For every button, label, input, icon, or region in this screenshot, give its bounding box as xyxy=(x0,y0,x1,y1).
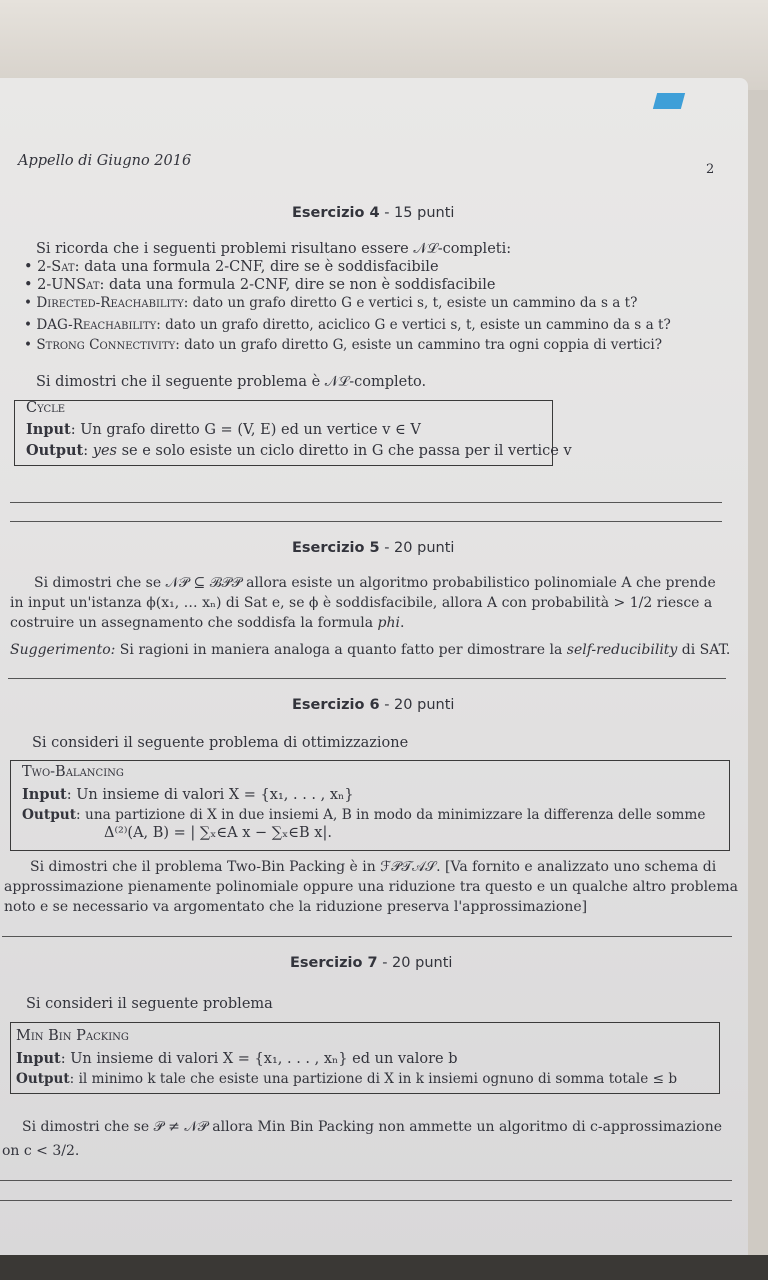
ex4-title: Esercizio 4 xyxy=(292,205,380,221)
ex4-item-desc: : dato un grafo diretto G, esiste un cammino tra ogni coppia di vertici? xyxy=(175,337,663,353)
ex4-item-desc: : data una formula 2-CNF, dire se non è soddisfacibile xyxy=(99,277,496,293)
hint-text-b: self-reducibility xyxy=(566,642,678,658)
ex7-problem-output xyxy=(16,1070,677,1088)
input-text: : Un insieme di valori X = {x₁, . . . , xₙ} xyxy=(66,787,354,803)
ex4-heading xyxy=(292,205,454,221)
ex7-task-2: on c < 3/2. xyxy=(2,1143,80,1159)
ex6-task-2: approssimazione pienamente polinomiale oppure una riduzione tra questo e un qualche altro problema xyxy=(4,879,738,895)
ex4-item: • 2-UNSat: data una formula 2-CNF, dire se non è soddisfacibile xyxy=(24,277,496,293)
ex4-problem-output: Output: yes se e solo esiste un ciclo diretto in G che passa per il vertice v xyxy=(26,442,572,459)
ex5-line-1: Si dimostri che se 𝒩𝒫 ⊆ ℬ𝒫𝒫 allora esiste un algoritmo probabilistico polinomiale A che prende xyxy=(34,575,716,591)
input-text: : Un insieme di valori X = {x₁, . . . , xₙ} ed un valore b xyxy=(60,1051,458,1067)
ex6-task-3: noto e se necessario va argomentato che la riduzione preserva l'approssimazione] xyxy=(4,899,588,915)
answer-line xyxy=(0,1180,732,1181)
ex5-line-3b: phi xyxy=(377,615,400,631)
output-label: Output xyxy=(26,442,84,459)
ex7-problem-name: Min Bin Packing xyxy=(16,1028,129,1044)
answer-line xyxy=(8,678,726,679)
ex5-heading xyxy=(292,540,454,556)
ex7-problem-input xyxy=(16,1050,458,1068)
input-label: Input xyxy=(26,421,71,438)
hint-text-c: di SAT. xyxy=(677,642,731,658)
ex4-task: Si dimostri che il seguente problema è 𝒩ℒ-completo. xyxy=(36,374,427,390)
ex4-intro: Si ricorda che i seguenti problemi risultano essere 𝒩ℒ-completi: xyxy=(36,241,512,257)
ex4-item-name: Directed-Reachability xyxy=(36,295,184,311)
output-label: Output xyxy=(22,807,77,823)
answer-line xyxy=(0,1200,732,1201)
ex5-line-3c: . xyxy=(399,615,405,631)
answer-line xyxy=(10,502,722,503)
ex6-problem-name: Two-Balancing xyxy=(22,764,124,780)
ex4-item-name: 2-UNSat xyxy=(37,277,100,293)
blue-tape-tab xyxy=(653,93,685,109)
ex7-task-1: Si dimostri che se 𝒫 ≠ 𝒩𝒫 allora Min Bin Packing non ammette un algoritmo di c-approssimazione xyxy=(22,1119,723,1135)
ex7-title: Esercizio 7 xyxy=(290,955,378,971)
input-label: Input xyxy=(22,786,67,803)
hint-text-a: Si ragioni in maniera analoga a quanto fatto per dimostrare la xyxy=(115,642,567,658)
ex6-problem-output xyxy=(22,806,705,824)
ex5-line-3a: costruire un assegnamento che soddisfa la formula xyxy=(10,615,378,631)
answer-line xyxy=(2,936,732,937)
ex4-item-name: DAG-Reachability xyxy=(36,317,157,333)
output-yes: yes xyxy=(92,443,117,459)
ex7-heading xyxy=(290,955,452,971)
input-text: : Un grafo diretto G = (V, E) ed un vertice v ∈ V xyxy=(70,422,421,438)
hint-label: Suggerimento: xyxy=(10,642,116,658)
output-text: : il minimo k tale che esiste una partizione di X in k insiemi ognuno di somma totale ≤ b xyxy=(69,1071,678,1087)
background-wall xyxy=(0,0,768,90)
ex4-points: - 15 punti xyxy=(379,205,455,221)
ex4-problem-input xyxy=(26,421,421,439)
ex4-item-desc: : data una formula 2-CNF, dire se è soddisfacibile xyxy=(74,259,439,275)
ex4-item-name: 2-Sat xyxy=(37,259,75,275)
page-number: 2 xyxy=(706,162,715,177)
ex4-item: • Directed-Reachability: dato un grafo diretto G e vertici s, t, esiste un cammino da s a t? xyxy=(24,295,638,311)
ex5-points: - 20 punti xyxy=(379,540,455,556)
ex4-item: • DAG-Reachability: dato un grafo diretto, aciclico G e vertici s, t, esiste un cammino da s a t? xyxy=(24,317,671,333)
background-floor xyxy=(0,1255,768,1280)
ex4-item: • 2-Sat: data una formula 2-CNF, dire se è soddisfacibile xyxy=(24,259,439,275)
input-label: Input xyxy=(16,1050,61,1067)
ex4-item-name: Strong Connectivity xyxy=(36,337,176,353)
ex6-points: - 20 punti xyxy=(379,697,455,713)
ex6-intro: Si consideri il seguente problema di ottimizzazione xyxy=(32,735,409,751)
ex6-title: Esercizio 6 xyxy=(292,697,380,713)
ex5-line-2: in input un'istanza ϕ(x₁, … xₙ) di Sat e, se ϕ è soddisfacibile, allora A con probabilità > 1/2 riesce a xyxy=(10,595,713,611)
output-text: : una partizione di X in due insiemi A, B in modo da minimizzare la differenza delle somme xyxy=(76,807,706,823)
ex4-item-desc: : dato un grafo diretto, aciclico G e vertici s, t, esiste un cammino da s a t? xyxy=(156,317,671,333)
ex7-intro: Si consideri il seguente problema xyxy=(26,996,273,1012)
ex4-item: • Strong Connectivity: dato un grafo diretto G, esiste un cammino tra ogni coppia di vertici? xyxy=(24,337,663,353)
output-label: Output xyxy=(16,1071,70,1087)
ex6-formula: Δ⁽²⁾(A, B) = | ∑ₓ∈A x − ∑ₓ∈B x|. xyxy=(104,825,332,841)
ex6-task-1: Si dimostri che il problema Two-Bin Packing è in ℱ𝒫𝒯𝒜𝒮. [Va fornito e analizzato uno schema di xyxy=(30,859,717,875)
output-text: se e solo esiste un ciclo diretto in G che passa per il vertice v xyxy=(116,443,572,459)
ex4-problem-name: Cycle xyxy=(26,400,66,416)
ex6-problem-input xyxy=(22,786,354,804)
ex5-line-3 xyxy=(10,614,404,632)
answer-line xyxy=(10,521,722,522)
ex5-hint xyxy=(10,641,730,659)
ex6-heading xyxy=(292,697,454,713)
ex7-points: - 20 punti xyxy=(377,955,453,971)
ex5-title: Esercizio 5 xyxy=(292,540,380,556)
ex4-item-desc: : dato un grafo diretto G e vertici s, t, esiste un cammino da s a t? xyxy=(183,295,638,311)
exam-title: Appello di Giugno 2016 xyxy=(18,153,192,169)
